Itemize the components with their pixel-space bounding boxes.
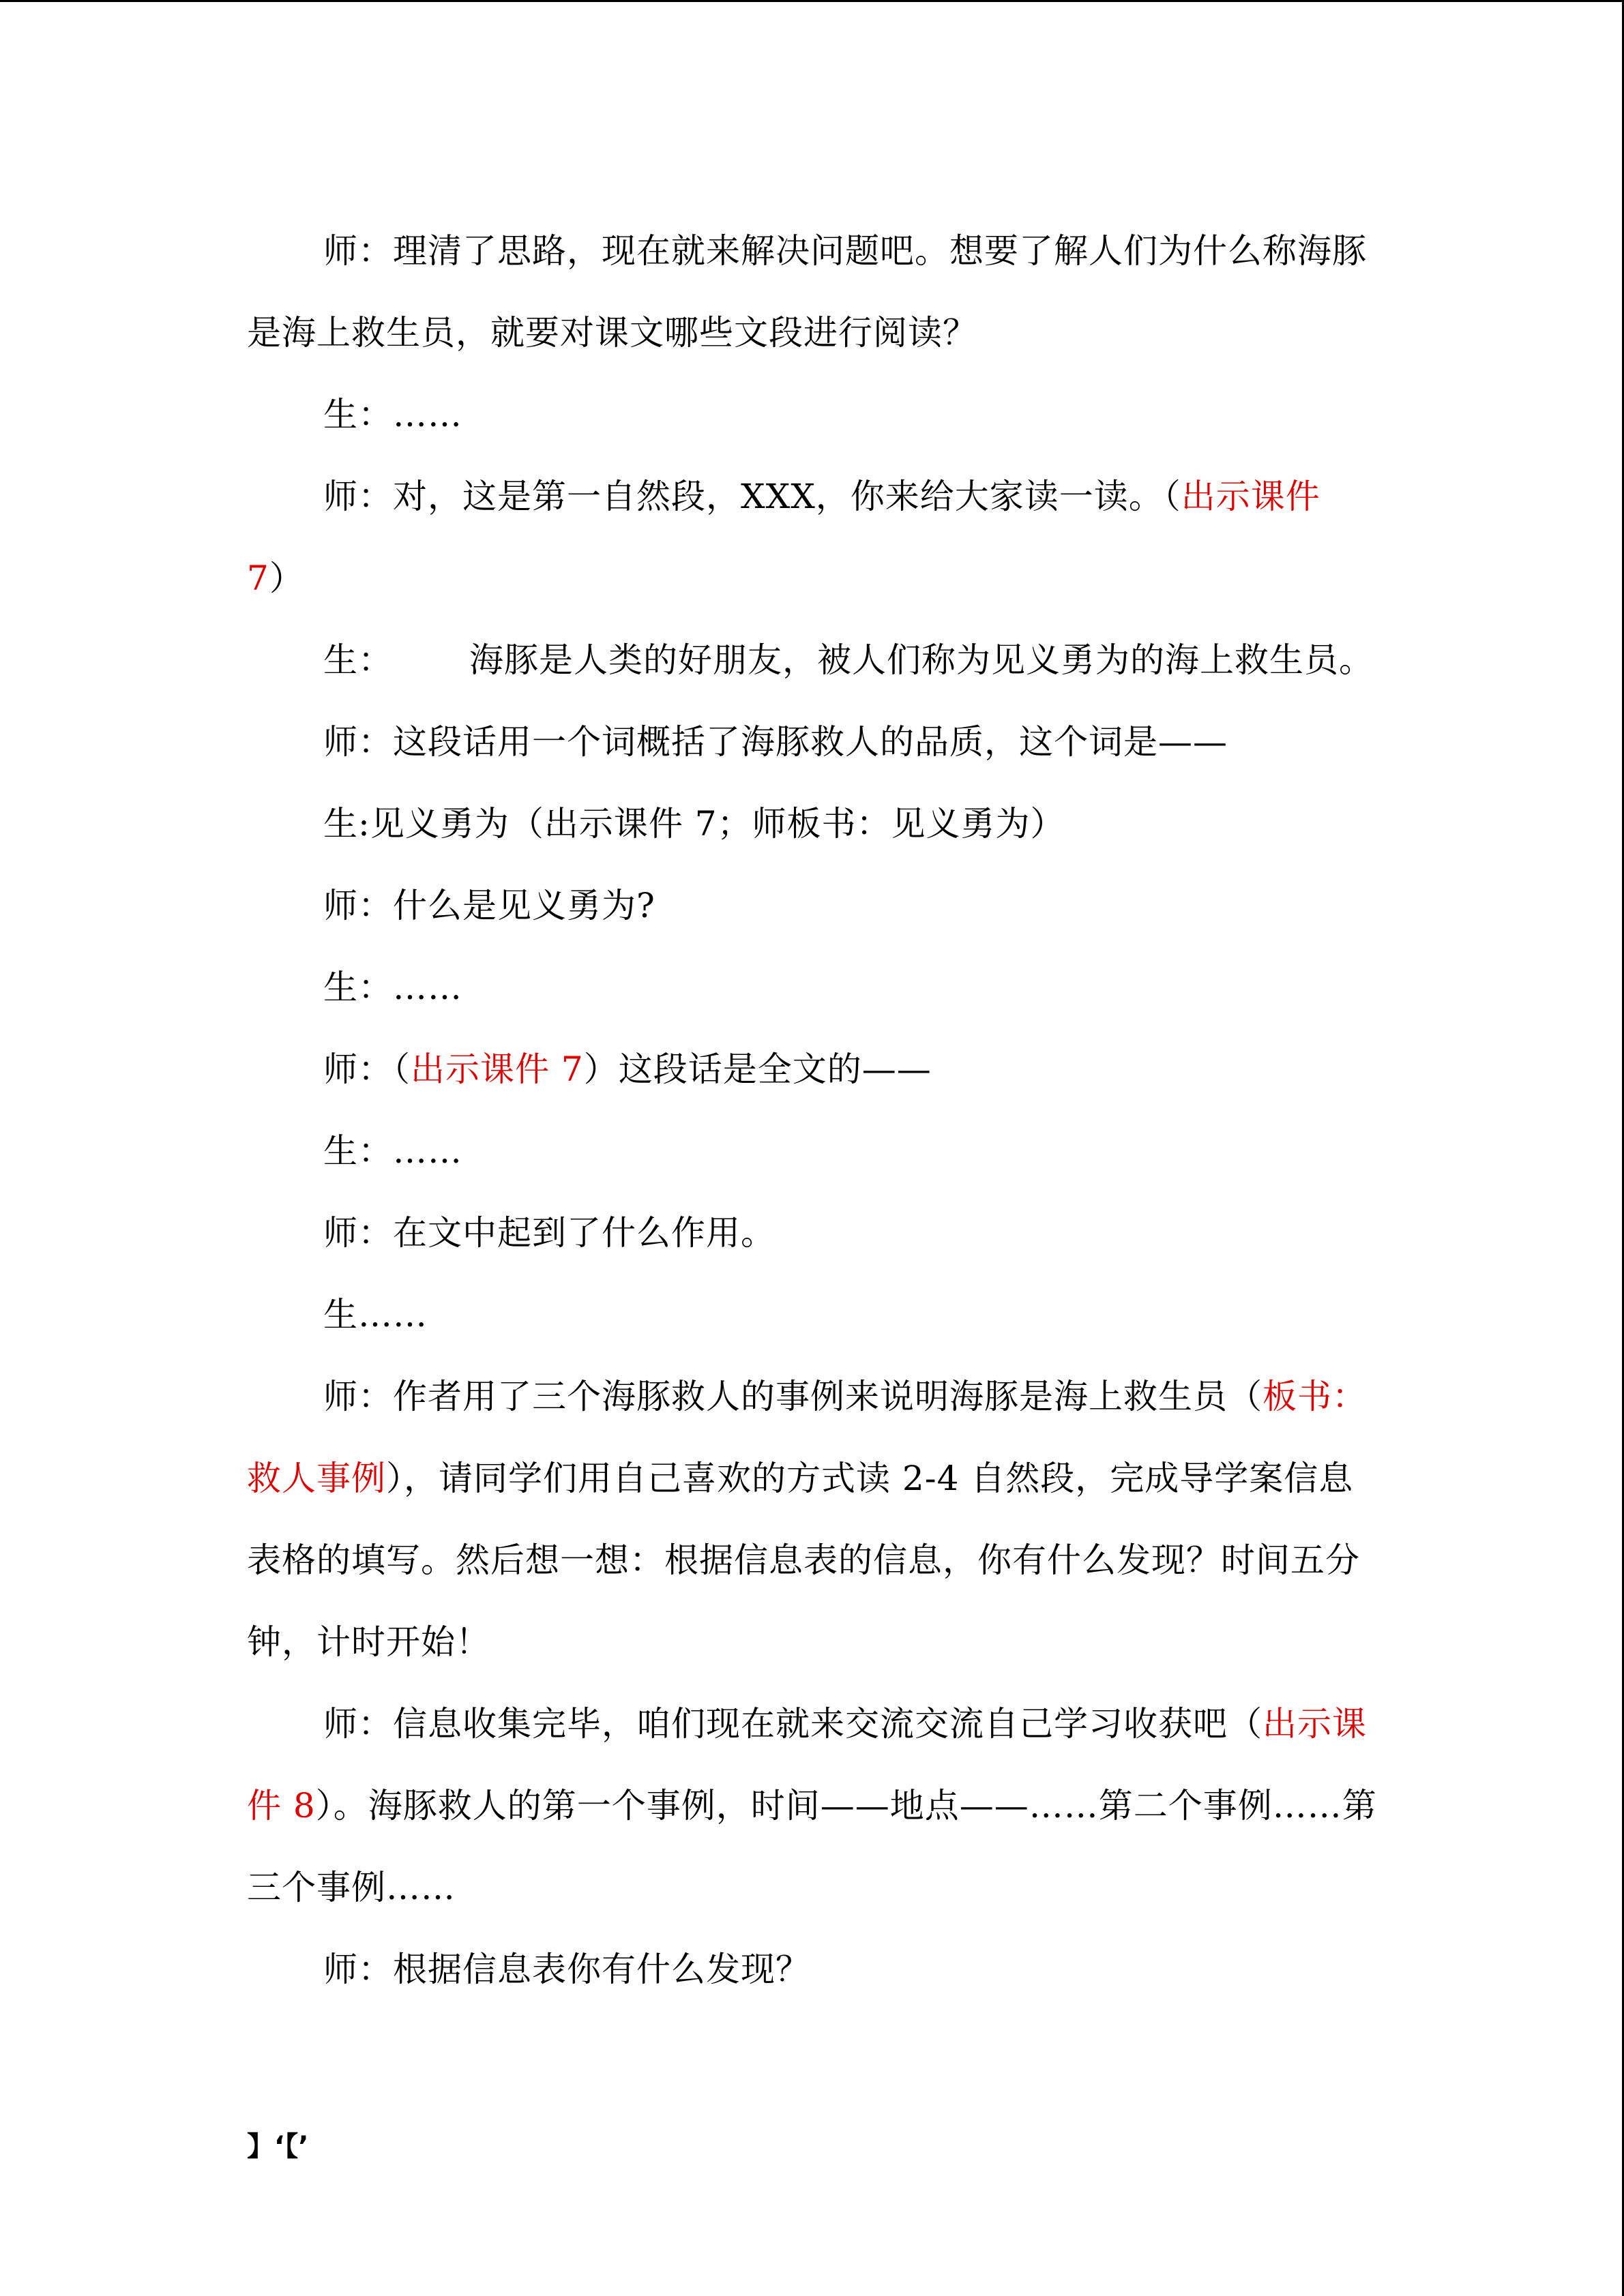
- courseware-note: 出示课件 7: [247, 477, 1320, 598]
- text-segment: 师：在文中起到了什么作用。: [323, 1213, 776, 1253]
- paragraph-13: [247, 1356, 1381, 1683]
- paragraph-6: [247, 783, 1381, 865]
- paragraph-4: [247, 619, 1381, 701]
- paragraph-5: [247, 701, 1381, 783]
- text-segment: 师：理清了思路，现在就来解决问题吧。想要了解人们为什么称海豚是海上救生员，就要对课文哪些文段进行阅读？: [247, 231, 1367, 353]
- courseware-note: 出示课件 8: [247, 1704, 1367, 1825]
- text-segment: 生：: [323, 640, 393, 680]
- paragraph-11: [247, 1192, 1381, 1274]
- paragraph-1: [247, 210, 1381, 374]
- document-body: [247, 210, 1381, 2010]
- text-segment: 海豚是人类的好朋友，被人们称为见义勇为的海上救生员。: [469, 640, 1374, 680]
- text-segment: ）。海豚救人的第一个事例，时间——地点——……第二个事例……第三个事例……: [247, 1786, 1377, 1907]
- text-segment: 生：……: [323, 395, 462, 434]
- text-segment: ）这段话是全文的——: [583, 1049, 932, 1089]
- text-segment: 师：这段话用一个词概括了海豚救人的品质，这个词是——: [323, 722, 1228, 762]
- paragraph-9: [247, 1028, 1381, 1110]
- text-segment: ），请同学们用自己喜欢的方式读 2-4 自然段，完成导学案信息表格的填写。然后想一想：根据信息表的信息，你有什么发现？时间五分钟，计时开始！: [247, 1459, 1360, 1662]
- text-segment: 生:见义勇为（出示课件 7；师板书：见义勇为）: [323, 804, 1065, 844]
- paragraph-3: [247, 456, 1381, 619]
- text-segment: 师：作者用了三个海豚救人的事例来说明海豚是海上救生员（: [323, 1377, 1263, 1416]
- paragraph-12: [247, 1274, 1381, 1356]
- blackboard-note: 板书：救人事例: [247, 1377, 1367, 1498]
- text-segment: 师：对，这是第一自然段，XXX，你来给大家读一读。（: [323, 477, 1181, 516]
- text-segment: ）: [269, 558, 304, 598]
- paragraph-7: [247, 865, 1381, 946]
- text-segment: 生：……: [323, 968, 462, 1007]
- paragraph-8: [247, 946, 1381, 1028]
- paragraph-14: [247, 1683, 1381, 1928]
- footer-mark: 】‘【’: [247, 2131, 309, 2162]
- paragraph-10: [247, 1110, 1381, 1192]
- text-segment: 师：什么是见义勇为?: [323, 886, 655, 925]
- text-segment: 生……: [323, 1295, 428, 1335]
- paragraph-15: [247, 1928, 1381, 2010]
- text-segment: 师：信息收集完毕，咱们现在就来交流交流自己学习收获吧（: [323, 1704, 1263, 1744]
- text-segment: 师：（: [323, 1049, 411, 1089]
- courseware-note: 出示课件 7: [411, 1049, 584, 1089]
- paragraph-2: [247, 374, 1381, 456]
- text-segment: 师：根据信息表你有什么发现？: [323, 1950, 810, 1989]
- text-segment: 生：……: [323, 1131, 462, 1171]
